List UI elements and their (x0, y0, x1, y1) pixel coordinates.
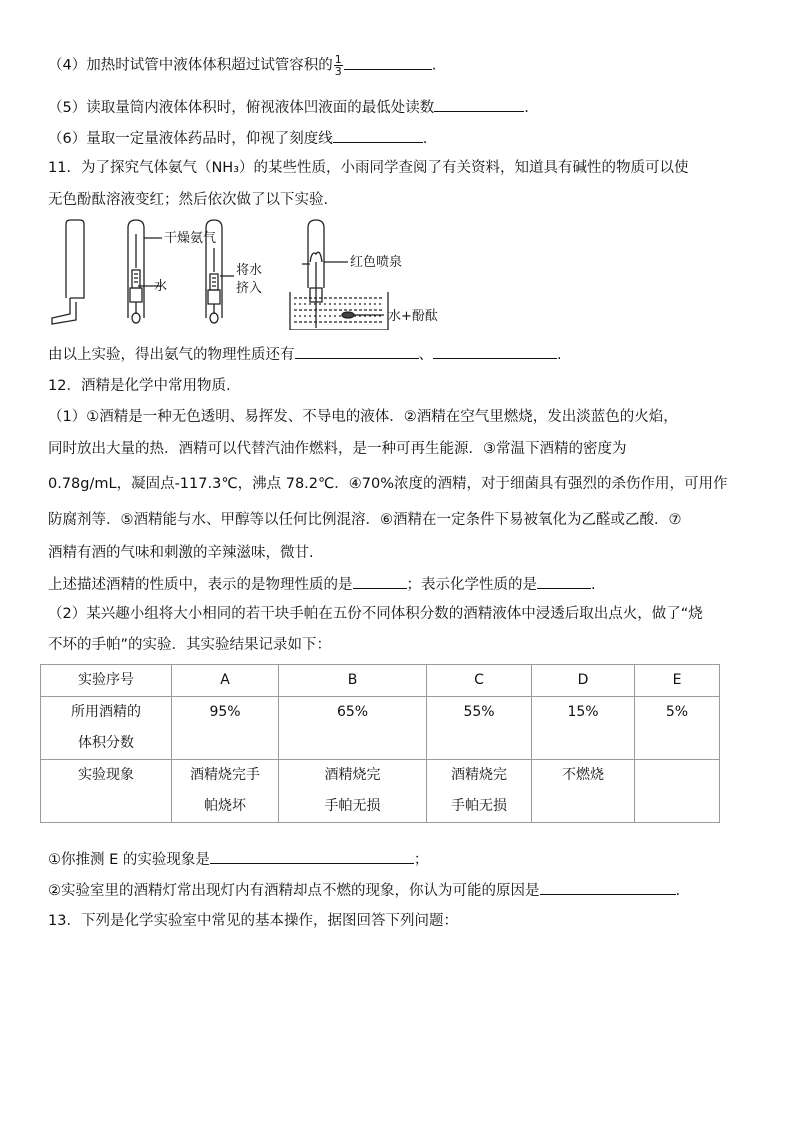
q12-title: 12．酒精是化学中常用物质. (48, 378, 231, 394)
q12-para-1: （1）①酒精是一种无色透明、易挥发、不导电的液体．②酒精在空气里燃烧，发出淡蓝色的火焰， (48, 409, 678, 425)
answer-blank[interactable] (353, 574, 407, 589)
col-a: A (172, 665, 279, 697)
table-row (41, 697, 720, 760)
q12-para-5: 酒精有酒的气味和刺激的辛辣滋味，微甘. (48, 545, 314, 561)
table-cell: 65% (279, 697, 427, 760)
fountain-apparatus (290, 220, 388, 330)
q11-conclusion: 由以上实验，得出氨气的物理性质还有 、 . (48, 344, 562, 365)
q11-text-line-2: 无色酚酞溶液变红；然后依次做了以下实验. (48, 192, 329, 208)
answer-blank[interactable] (344, 55, 432, 70)
ammonia-experiment-figure (44, 218, 444, 330)
label-water: 水 (154, 279, 168, 294)
table-cell: 酒精烧完手 帕烧坏 (172, 760, 279, 823)
table-cell: 酒精烧完 手帕无损 (427, 760, 532, 823)
answer-blank[interactable] (295, 344, 419, 359)
label-red-fountain: 红色喷泉 (350, 255, 403, 270)
q10-item-6: （6）量取一定量液体药品时，仰视了刻度线 . (48, 128, 427, 149)
fraction-one-third: $\frac{1}{3}$ (334, 53, 342, 78)
label-squeeze-in: 挤入 (236, 281, 263, 296)
experiment-results-table (40, 664, 720, 823)
table-cell: 55% (427, 697, 532, 760)
test-tube-empty (52, 220, 84, 324)
q12-ask: 上述描述酒精的性质中，表示的是物理性质的是 ；表示化学性质的是 . (48, 574, 596, 595)
table-cell: 15% (532, 697, 635, 760)
header-seq: 实验序号 (41, 665, 172, 697)
col-e: E (635, 665, 720, 697)
answer-blank[interactable] (434, 97, 524, 112)
answer-blank[interactable] (433, 344, 557, 359)
q13-title: 13．下列是化学实验室中常见的基本操作，据图回答下列问题： (48, 913, 458, 929)
q12-para-3: 0.78g/mL，凝固点-117.3℃，沸点 78.2℃．④70%浓度的酒精，对于细菌具有强烈的杀伤作用，可用作 (48, 476, 728, 492)
label-water-phenolphthalein: 水+酚酞 (388, 309, 438, 324)
q12-para-4: 防腐剂等．⑤酒精能与水、甲醇等以任何比例混溶．⑥酒精在一定条件下易被氧化为乙醛或乙酸．⑦ (48, 512, 682, 528)
q12-part2-line-2: 不坏的手帕”的实验．其实验结果记录如下： (48, 637, 332, 653)
answer-blank[interactable] (540, 880, 676, 895)
test-tube-dry-ammonia (128, 220, 162, 323)
table-cell: 95% (172, 697, 279, 760)
header-phenomenon: 实验现象 (41, 760, 172, 823)
col-c: C (427, 665, 532, 697)
label-squeeze-water: 将水 (236, 263, 263, 278)
header-volume-fraction: 所用酒精的 体积分数 (41, 697, 172, 760)
table-cell: 酒精烧完 手帕无损 (279, 760, 427, 823)
col-d: D (532, 665, 635, 697)
table-cell: 不燃烧 (532, 760, 635, 823)
answer-blank[interactable] (210, 849, 414, 864)
label-dry-ammonia: 干燥氨气 (164, 231, 217, 246)
answer-blank[interactable] (537, 574, 591, 589)
q12-part2-line-1: （2）某兴趣小组将大小相同的若干块手帕在五份不同体积分数的酒精液体中浸透后取出点火，做了“烧 (48, 606, 703, 622)
table-row (41, 665, 720, 697)
table-cell: 5% (635, 697, 720, 760)
table-row (41, 760, 720, 823)
q10-item-4: （4）加热时试管中液体体积超过试管容积的 $\frac{1}{3}$ . (48, 53, 437, 78)
q12-para-2: 同时放出大量的热．酒精可以代替汽油作燃料，是一种可再生能源．③常温下酒精的密度为 (48, 441, 627, 457)
answer-blank[interactable] (333, 128, 423, 143)
q12-sub-2: ②实验室里的酒精灯常出现灯内有酒精却点不燃的现象，你认为可能的原因是 . (48, 880, 680, 901)
q10-item-5: （5）读取量筒内液体体积时，俯视液体凹液面的最低处读数 . (48, 97, 529, 118)
q11-text-line-1: 11．为了探究气体氨气（NH₃）的某些性质，小雨同学查阅了有关资料，知道具有碱性的物质可以使 (48, 160, 689, 176)
col-b: B (279, 665, 427, 697)
q12-sub-1: ①你推测 E 的实验现象是 ； (48, 849, 428, 870)
table-cell-empty[interactable] (635, 760, 720, 823)
